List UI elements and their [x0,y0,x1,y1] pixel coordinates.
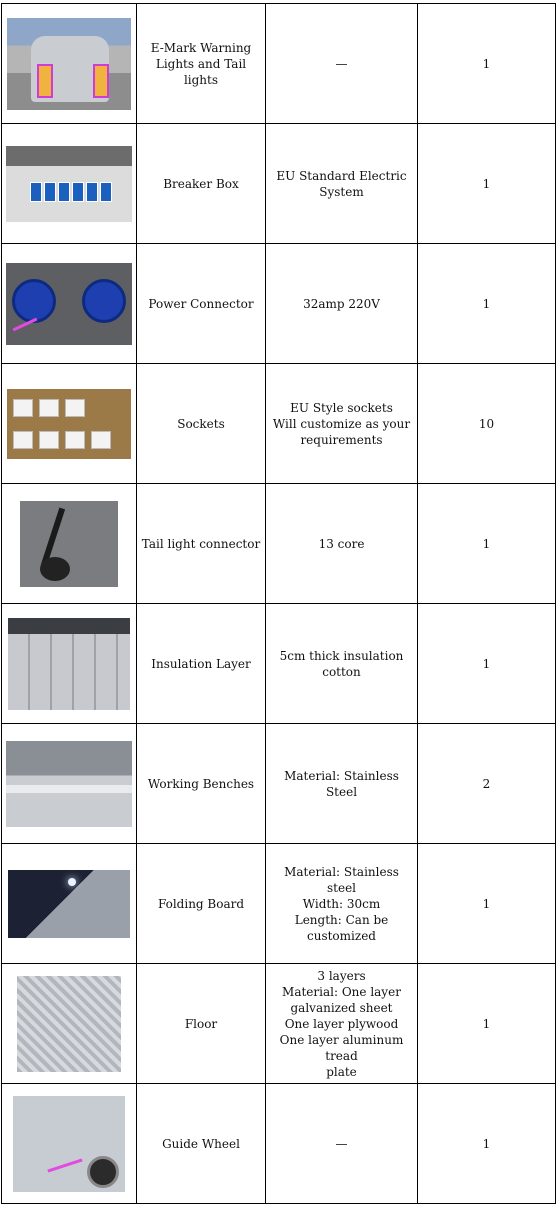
item-name-cell [137,604,266,724]
spec-line: 13 core [318,536,365,551]
item-name-line: Working Benches [147,776,255,791]
item-name-cell [137,724,266,844]
spec-cell [266,484,418,604]
quantity-cell: 1 [418,1084,556,1204]
item-name-line: Breaker Box [163,176,239,191]
photo-cell [2,604,137,724]
quantity-cell: 10 [418,364,556,484]
spec-line: Width: 30cm [302,896,381,911]
table-row [2,724,556,844]
spec-cell [266,724,418,844]
item-name-line: Sockets [177,416,225,431]
spec-line: — [335,56,348,71]
power-connector-photo [6,263,132,345]
table-row [2,4,556,124]
item-name-line: Floor [184,1016,218,1031]
spec-cell [266,1084,418,1204]
spec-line: — [335,1136,348,1151]
spec-line: galvanized sheet [290,1000,393,1015]
spec-cell [266,364,418,484]
working-benches-photo [6,741,132,827]
item-name-cell [137,1084,266,1204]
item-name-line: Folding Board [157,896,245,911]
table-row [2,484,556,604]
spec-line: 3 layers [317,968,366,983]
item-name-cell [137,844,266,964]
item-name-line: Insulation Layer [151,656,251,671]
spec-line: System [319,184,364,199]
quantity-cell: 1 [418,604,556,724]
spec-line: Length: Can be [294,912,389,927]
item-name-line: Power Connector [148,296,254,311]
spec-line: Will customize as your [272,416,411,431]
equipment-spec-table [1,3,556,1204]
quantity-cell: 1 [418,844,556,964]
warning-lights-photo [7,18,131,110]
table-row [2,1084,556,1204]
floor-photo [17,976,121,1072]
table-row [2,364,556,484]
spec-line: EU Style sockets [290,400,393,415]
spec-line: customized [307,928,376,943]
table-row [2,964,556,1084]
spec-cell [266,604,418,724]
spec-line: EU Standard Electric [276,168,407,183]
quantity-cell: 1 [418,244,556,364]
spec-line: requirements [300,432,383,447]
item-name-cell [137,4,266,124]
spec-line: Material: Stainless Steel [284,768,399,799]
table-row [2,244,556,364]
photo-cell [2,124,137,244]
item-name-cell [137,124,266,244]
spec-cell [266,844,418,964]
spec-line: Material: Stainless steel [284,864,399,895]
guide-wheel-photo [13,1096,125,1192]
item-name-line: Guide Wheel [162,1136,240,1151]
photo-cell [2,1084,137,1204]
quantity-cell: 2 [418,724,556,844]
photo-cell [2,244,137,364]
item-name-line: Tail light connector [141,536,261,551]
spec-line: 32amp 220V [303,296,380,311]
spec-line: plate [326,1064,357,1079]
photo-cell [2,844,137,964]
insulation-layer-photo [8,618,130,710]
quantity-cell: 1 [418,964,556,1084]
item-name-line: E-Mark Warning [150,40,252,55]
table-row [2,124,556,244]
spec-line: One layer plywood [284,1016,399,1031]
item-name-cell [137,364,266,484]
spec-cell [266,124,418,244]
item-name-cell [137,964,266,1084]
table-row [2,844,556,964]
photo-cell [2,724,137,844]
quantity-cell: 1 [418,4,556,124]
photo-cell [2,364,137,484]
photo-cell [2,4,137,124]
spec-line: cotton [322,664,361,679]
tail-light-connector-photo [20,501,118,587]
spec-line: Material: One layer [282,984,401,999]
folding-board-photo [8,870,130,938]
spec-cell [266,964,418,1084]
sockets-photo [7,389,131,459]
quantity-cell: 1 [418,484,556,604]
photo-cell [2,484,137,604]
item-name-cell [137,244,266,364]
item-name-cell [137,484,266,604]
item-name-line: Lights and Tail lights [155,56,247,87]
quantity-cell: 1 [418,124,556,244]
breaker-box-photo [6,146,132,222]
table-row [2,604,556,724]
spec-line: 5cm thick insulation [279,648,404,663]
photo-cell [2,964,137,1084]
spec-cell [266,244,418,364]
spec-cell [266,4,418,124]
spec-line: One layer aluminum tread [279,1032,404,1063]
